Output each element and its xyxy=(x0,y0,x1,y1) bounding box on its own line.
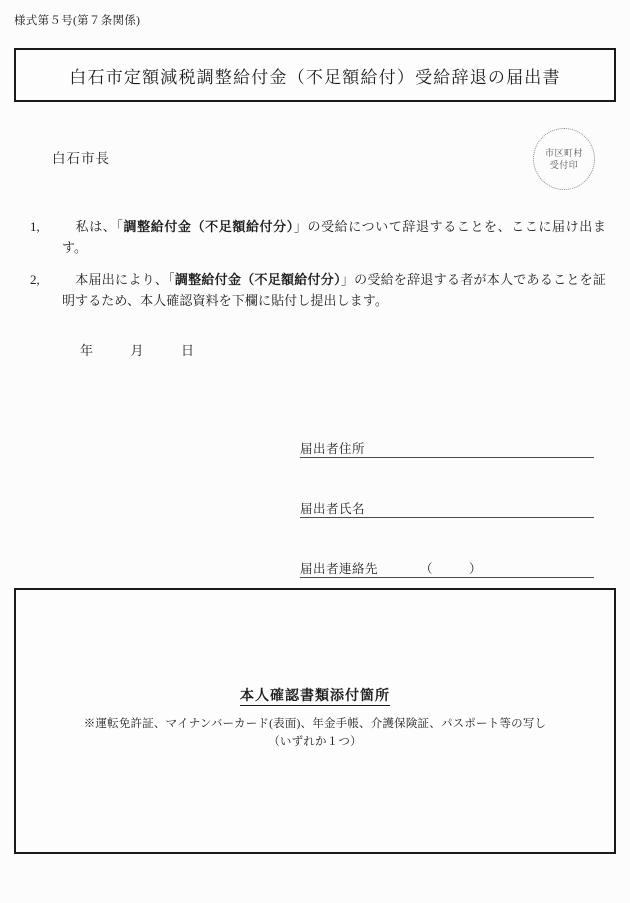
clause-item xyxy=(28,269,606,311)
attachment-note-line-2: （いずれか１つ） xyxy=(268,735,362,748)
attachment-note xyxy=(16,716,614,752)
clause-emphasis: 調整給付金（不足額給付分） xyxy=(174,272,341,288)
date-entry-line[interactable] xyxy=(80,340,195,359)
attachment-heading xyxy=(16,685,614,705)
receipt-stamp-line-1: 市区町村 xyxy=(544,147,583,158)
page-title: 白石市定額減税調整給付金（不足額給付）受給辞退の届出書 xyxy=(69,67,561,87)
clause-text-before: 本届出により、「 xyxy=(62,272,175,288)
clause-item xyxy=(28,216,606,258)
clause-text-before: 私は、「 xyxy=(62,219,124,234)
date-month-label: 月 xyxy=(130,343,145,358)
applicant-contact-field[interactable] xyxy=(300,558,594,578)
identity-document-attachment-box[interactable] xyxy=(14,588,616,854)
paren-close: ） xyxy=(469,561,483,576)
phone-area-code-parens[interactable] xyxy=(420,563,482,578)
attachment-heading-text: 本人確認書類添付箇所 xyxy=(240,689,390,704)
form-number-label: 様式第５号(第７条関係) xyxy=(14,15,141,27)
clause-number: 1, xyxy=(30,219,40,234)
applicant-contact-label: 届出者連絡先 xyxy=(300,561,379,576)
clause-emphasis: 調整給付金（不足額給付分） xyxy=(123,219,294,234)
addressee-label: 白石市長 xyxy=(52,151,110,166)
date-year-label: 年 xyxy=(80,343,95,358)
applicant-name-field[interactable] xyxy=(300,498,594,518)
receipt-stamp-line-2: 受付印 xyxy=(549,160,579,170)
attachment-note-line-1: ※運転免許証、マイナンバーカード(表面)、年金手帳、介護保険証、パスポート等の写し xyxy=(83,718,547,730)
clause-text xyxy=(62,269,606,311)
applicant-address-label: 届出者住所 xyxy=(300,441,366,456)
applicant-name-label: 届出者氏名 xyxy=(300,501,366,516)
clause-text-after: 」の受給を辞退する者が本人であることを証明するため、本人確認資料を下欄に貼付し提出します。 xyxy=(62,272,606,309)
clause-number: 2, xyxy=(30,272,40,288)
clause-text xyxy=(62,216,606,258)
receipt-stamp-circle xyxy=(533,128,595,190)
clause-text-after: 」の受給について辞退することを、ここに届け出ます。 xyxy=(62,219,606,256)
title-box xyxy=(14,48,616,102)
date-day-label: 日 xyxy=(181,343,196,358)
paren-open: （ xyxy=(420,561,434,576)
applicant-address-field[interactable] xyxy=(300,438,594,458)
clause-list xyxy=(28,216,606,322)
